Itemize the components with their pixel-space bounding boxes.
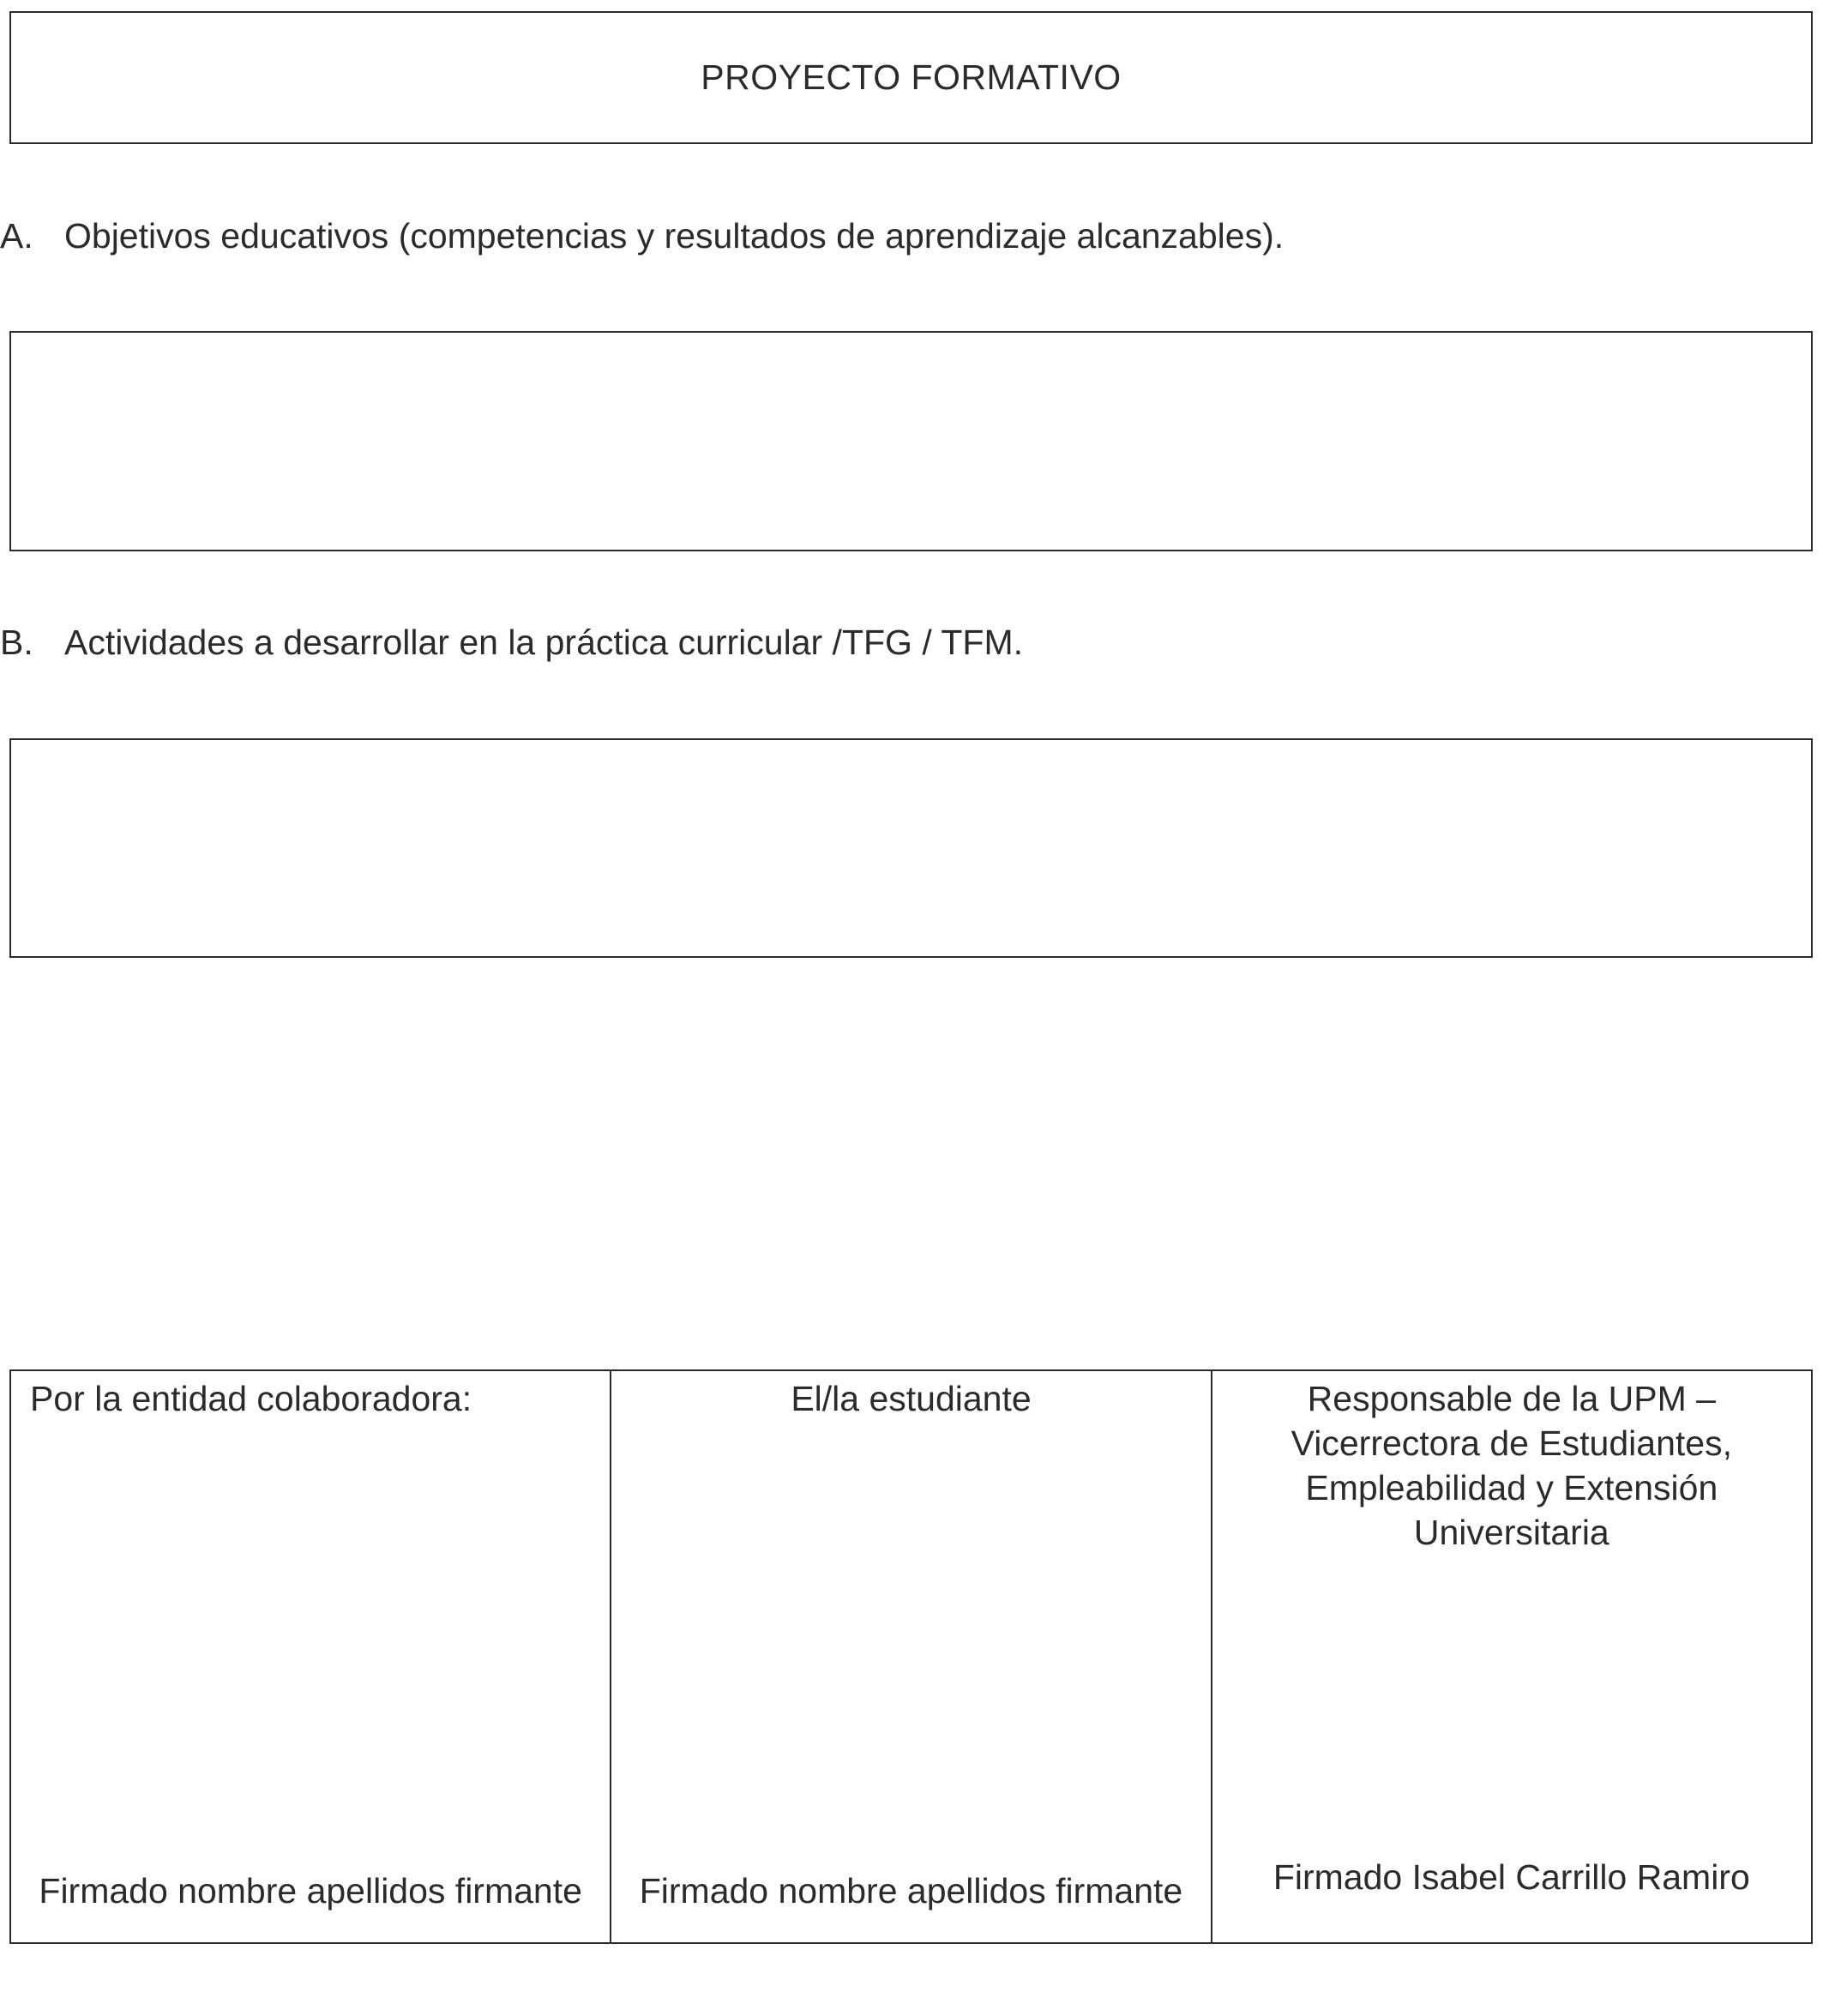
section-b-text: Actividades a desarrollar en la práctica curricular /TFG / TFM. xyxy=(64,623,1023,662)
section-a-heading xyxy=(0,216,1284,256)
signature-cell-upm[interactable] xyxy=(1211,1371,1811,1942)
signature-student-label: El/la estudiante xyxy=(791,1379,1032,1418)
section-b-letter: B. xyxy=(0,623,33,662)
section-a-text: Objetivos educativos (competencias y resultados de aprendizaje alcanzables). xyxy=(64,216,1285,256)
signature-student-signed-by: Firmado nombre apellidos firmante xyxy=(639,1871,1183,1911)
signature-entity-label: Por la entidad colaboradora: xyxy=(30,1379,472,1418)
document-title: PROYECTO FORMATIVO xyxy=(701,57,1122,97)
section-a-letter: A. xyxy=(0,216,33,256)
signature-entity-signed-by: Firmado nombre apellidos firmante xyxy=(39,1871,582,1911)
activities-field[interactable] xyxy=(9,738,1813,958)
objectives-field[interactable] xyxy=(9,331,1813,551)
signature-cell-entity[interactable] xyxy=(11,1371,610,1942)
signature-upm-signed-by: Firmado Isabel Carrillo Ramiro xyxy=(1272,1857,1750,1897)
signature-upm-label: Responsable de la UPM – Vicerrectora de Estudiantes, Empleabilidad y Extensión Universitaria xyxy=(1291,1379,1732,1552)
document-title-box xyxy=(9,11,1813,144)
section-b-heading xyxy=(0,623,1023,663)
signature-table xyxy=(9,1369,1813,1944)
signature-cell-student[interactable] xyxy=(610,1371,1210,1942)
